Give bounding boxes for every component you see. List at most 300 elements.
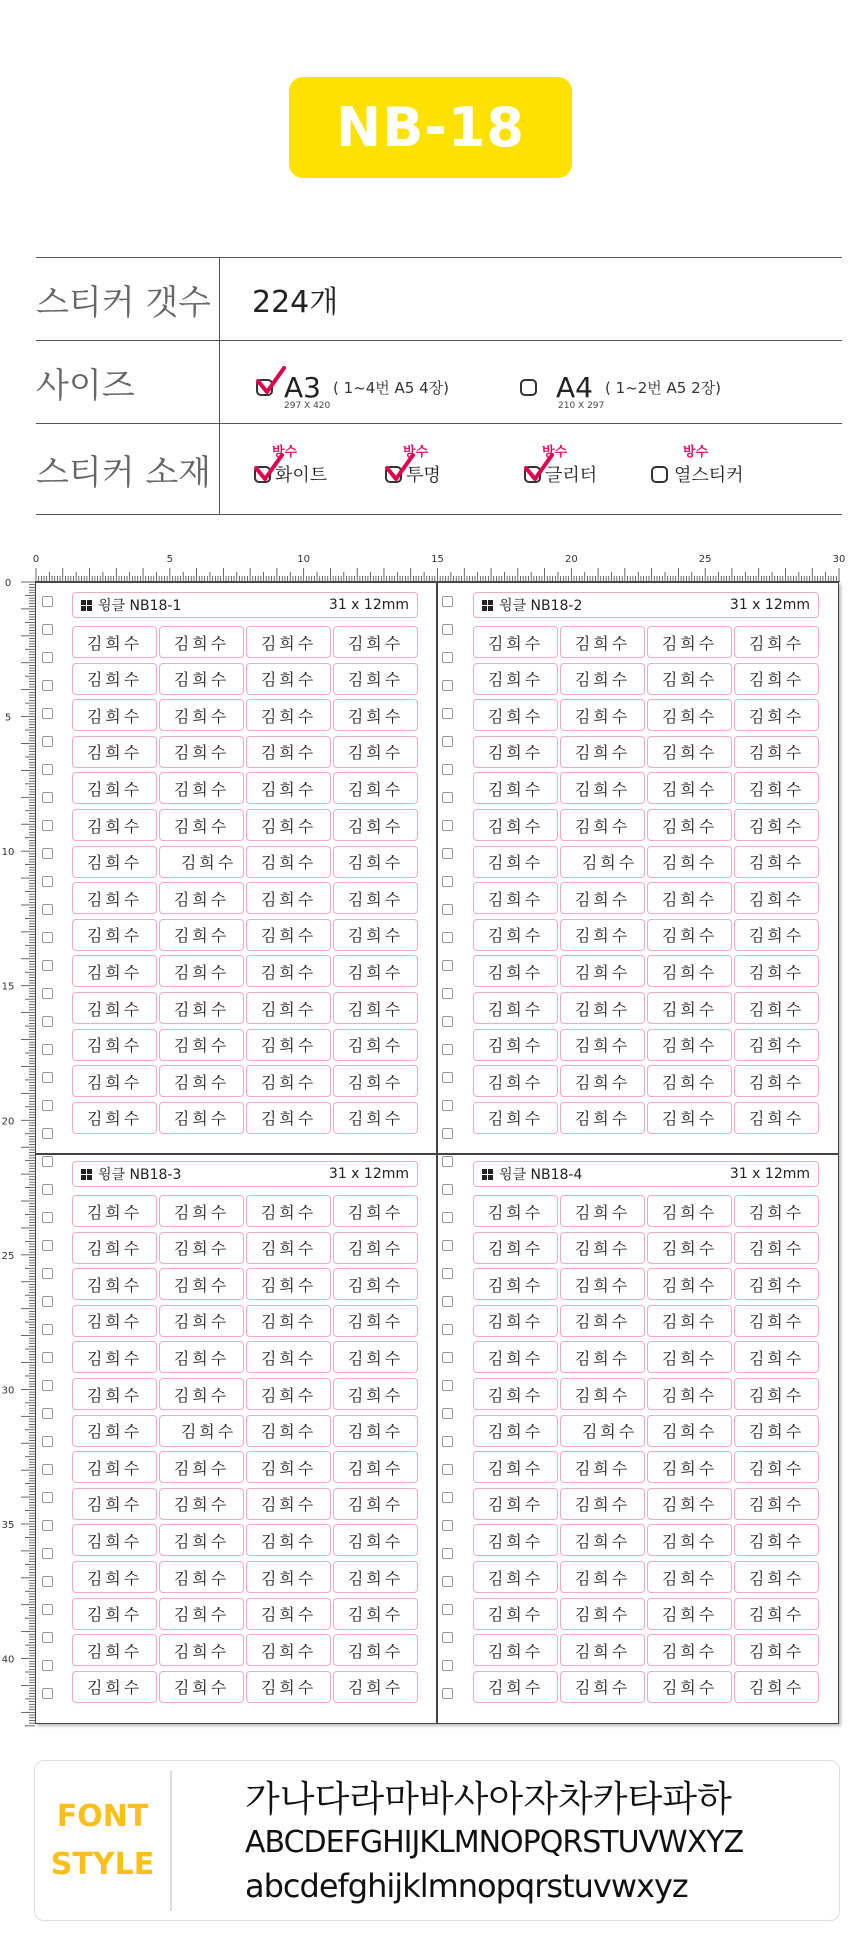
name-label-sticker: 김희수	[72, 1232, 157, 1264]
name-label-sticker: 김희수	[734, 1671, 819, 1703]
name-label-sticker: 김희수	[560, 809, 645, 841]
name-label-sticker: 김희수	[734, 1268, 819, 1300]
name-label-sticker: 김희수	[159, 809, 244, 841]
name-label-sticker: 김희수	[647, 1488, 732, 1520]
name-label-sticker: 김희수	[72, 846, 157, 878]
perforation-mark	[42, 680, 53, 691]
name-label-sticker: 김희수	[246, 1268, 331, 1300]
perforation-mark	[42, 932, 53, 943]
perforation-mark	[42, 1184, 53, 1195]
perforation-mark	[442, 736, 453, 747]
perforation-mark	[42, 1268, 53, 1279]
name-label-sticker: 김희수	[473, 1065, 558, 1097]
name-label-sticker: 김희수	[734, 626, 819, 658]
waterproof-tag: 방수	[272, 445, 298, 460]
perforation-mark	[442, 764, 453, 775]
name-label-sticker: 김희수	[72, 1671, 157, 1703]
name-label-sticker: 김희수	[333, 1341, 418, 1373]
name-label-sticker: 김희수	[473, 955, 558, 987]
name-label-sticker: 김희수	[246, 1065, 331, 1097]
name-label-sticker: 김희수	[159, 992, 244, 1024]
perforation-mark	[42, 820, 53, 831]
name-label-sticker: 김희수	[647, 1102, 732, 1134]
size-option-a4[interactable]	[520, 371, 721, 411]
perforation-mark	[42, 736, 53, 747]
name-label-sticker: 김희수	[560, 1341, 645, 1373]
name-label-sticker: 김희수	[159, 1524, 244, 1556]
name-label-sticker: 김희수	[159, 1195, 244, 1227]
sticker-block-size: 31 x 12mm	[729, 597, 810, 613]
name-label-sticker: 김희수	[72, 1065, 157, 1097]
name-label-sticker: 김희수	[647, 1341, 732, 1373]
perforation-mark	[42, 1016, 53, 1027]
name-label-sticker: 김희수	[333, 1065, 418, 1097]
ruler-left-label: 15	[1, 981, 15, 993]
name-label-sticker: 김희수	[560, 699, 645, 731]
name-label-sticker: 김희수	[159, 772, 244, 804]
name-label-sticker: 김희수	[246, 1341, 331, 1373]
name-label-sticker: 김희수	[246, 1378, 331, 1410]
name-label-sticker: 김희수	[473, 1415, 558, 1447]
sticker-block-header	[72, 1161, 418, 1187]
name-label-sticker: 김희수	[734, 992, 819, 1024]
perforation-mark	[42, 1324, 53, 1335]
spec-table	[36, 257, 842, 515]
perforation-mark	[42, 1576, 53, 1587]
material-option-glitter[interactable]	[524, 445, 598, 487]
name-label-sticker: 김희수	[734, 1305, 819, 1337]
name-label-sticker: 김희수	[560, 1232, 645, 1264]
name-label-sticker: 김희수	[647, 809, 732, 841]
name-label-sticker: 김희수	[647, 955, 732, 987]
name-label-sticker: 김희수	[560, 846, 645, 878]
sticker-block-header	[72, 592, 418, 618]
name-label-sticker: 김희수	[72, 1524, 157, 1556]
name-label-sticker: 김희수	[72, 1268, 157, 1300]
grid-icon	[81, 600, 92, 611]
name-label-sticker: 김희수	[560, 1634, 645, 1666]
name-label-sticker: 김희수	[72, 1305, 157, 1337]
font-style-label	[35, 1761, 170, 1920]
name-label-sticker: 김희수	[159, 1378, 244, 1410]
name-label-sticker: 김희수	[560, 1598, 645, 1630]
font-sample-lower: abcdefghijklmnopqrstuvwxyz	[245, 1867, 688, 1905]
perforation-mark	[442, 1548, 453, 1559]
name-label-sticker: 김희수	[734, 919, 819, 951]
name-label-sticker: 김희수	[560, 955, 645, 987]
font-label-line1: FONT	[56, 1798, 149, 1834]
name-label-sticker: 김희수	[333, 1029, 418, 1061]
name-label-sticker: 김희수	[246, 846, 331, 878]
perforation-mark	[442, 1324, 453, 1335]
name-label-sticker: 김희수	[159, 1671, 244, 1703]
ruler-top-label: 15	[431, 554, 444, 565]
perforation-mark	[442, 1156, 453, 1167]
name-label-sticker: 김희수	[159, 1305, 244, 1337]
perforation-mark	[42, 1492, 53, 1503]
perforation-mark	[442, 708, 453, 719]
name-label-sticker: 김희수	[159, 846, 244, 878]
name-label-sticker: 김희수	[647, 1029, 732, 1061]
name-label-sticker: 김희수	[246, 1195, 331, 1227]
name-label-sticker: 김희수	[560, 1671, 645, 1703]
name-label-sticker: 김희수	[647, 1524, 732, 1556]
name-label-sticker: 김희수	[647, 1561, 732, 1593]
ruler-top-label: 10	[297, 554, 311, 565]
name-label-sticker: 김희수	[560, 772, 645, 804]
perforation-mark	[442, 1464, 453, 1475]
name-label-sticker: 김희수	[72, 772, 157, 804]
name-label-sticker: 김희수	[473, 663, 558, 695]
sticker-block-header	[473, 592, 819, 618]
size-a3-dim: 297 X 420	[284, 401, 331, 411]
name-label-sticker: 김희수	[647, 626, 732, 658]
name-label-sticker: 김희수	[647, 1195, 732, 1227]
name-label-sticker: 김희수	[333, 626, 418, 658]
spec-row-material	[36, 424, 842, 515]
name-label-sticker: 김희수	[560, 1451, 645, 1483]
perforation-mark	[42, 1380, 53, 1391]
name-label-sticker: 김희수	[333, 1102, 418, 1134]
perforation-mark	[42, 1688, 53, 1699]
font-style-separator	[170, 1771, 172, 1911]
name-label-sticker: 김희수	[159, 1268, 244, 1300]
perforation-mark	[42, 1212, 53, 1223]
name-label-sticker: 김희수	[473, 1488, 558, 1520]
name-label-sticker: 김희수	[246, 736, 331, 768]
name-label-sticker: 김희수	[333, 1415, 418, 1447]
name-label-sticker: 김희수	[560, 663, 645, 695]
perforation-mark	[42, 764, 53, 775]
ruler-left-label: 30	[1, 1385, 15, 1397]
ruler-top-label: 20	[564, 554, 578, 565]
name-label-sticker: 김희수	[473, 1195, 558, 1227]
perforation-mark	[442, 652, 453, 663]
sticker-block-name: 윙클 NB18-3	[98, 1167, 182, 1183]
perforation-mark	[42, 1436, 53, 1447]
perforation-mark	[42, 1128, 53, 1139]
perforation-mark	[42, 1632, 53, 1643]
name-label-sticker: 김희수	[647, 1232, 732, 1264]
ruler-left-label: 0	[4, 578, 12, 589]
name-label-sticker: 김희수	[473, 882, 558, 914]
perforation-mark	[442, 680, 453, 691]
name-label-sticker: 김희수	[647, 772, 732, 804]
name-label-sticker: 김희수	[734, 846, 819, 878]
name-label-sticker: 김희수	[473, 1029, 558, 1061]
name-label-sticker: 김희수	[246, 1029, 331, 1061]
name-label-sticker: 김희수	[72, 736, 157, 768]
name-label-sticker: 김희수	[159, 955, 244, 987]
spec-row-count	[36, 257, 842, 341]
perforation-mark	[42, 1660, 53, 1671]
name-label-sticker: 김희수	[159, 1065, 244, 1097]
name-label-sticker: 김희수	[473, 772, 558, 804]
name-label-sticker: 김희수	[72, 1029, 157, 1061]
name-label-sticker: 김희수	[560, 1195, 645, 1227]
name-label-sticker: 김희수	[333, 699, 418, 731]
name-label-sticker: 김희수	[333, 809, 418, 841]
name-label-sticker: 김희수	[333, 955, 418, 987]
perforation-mark	[442, 1632, 453, 1643]
perforation-mark	[442, 1100, 453, 1111]
name-label-sticker: 김희수	[647, 1634, 732, 1666]
name-label-sticker: 김희수	[72, 1102, 157, 1134]
name-label-sticker: 김희수	[159, 1415, 244, 1447]
name-label-sticker: 김희수	[72, 992, 157, 1024]
perforation-mark	[42, 596, 53, 607]
name-label-sticker: 김희수	[647, 1451, 732, 1483]
name-label-sticker: 김희수	[734, 772, 819, 804]
name-label-sticker: 김희수	[333, 1634, 418, 1666]
perforation-mark	[442, 1520, 453, 1531]
name-label-sticker: 김희수	[734, 1561, 819, 1593]
name-label-sticker: 김희수	[734, 1102, 819, 1134]
perforation-mark	[442, 820, 453, 831]
perforation-mark	[442, 1044, 453, 1055]
name-label-sticker: 김희수	[560, 1102, 645, 1134]
perforation-mark	[42, 1604, 53, 1615]
perforation-mark	[442, 1380, 453, 1391]
name-label-sticker: 김희수	[473, 1341, 558, 1373]
name-label-sticker: 김희수	[246, 1488, 331, 1520]
ruler-top-label: 0	[32, 554, 40, 565]
name-label-sticker: 김희수	[72, 1341, 157, 1373]
perforation-mark	[442, 1408, 453, 1419]
size-a3-checkbox[interactable]	[256, 379, 273, 396]
name-label-sticker: 김희수	[734, 1524, 819, 1556]
name-label-sticker: 김희수	[333, 1561, 418, 1593]
name-label-sticker: 김희수	[734, 663, 819, 695]
name-label-sticker: 김희수	[333, 1195, 418, 1227]
perforation-mark	[442, 1660, 453, 1671]
name-label-sticker: 김희수	[333, 1671, 418, 1703]
name-label-sticker: 김희수	[734, 736, 819, 768]
name-label-sticker: 김희수	[333, 919, 418, 951]
grid-icon	[482, 600, 493, 611]
count-value: 224개	[252, 285, 339, 320]
name-label-sticker: 김희수	[159, 1598, 244, 1630]
perforation-mark	[42, 1044, 53, 1055]
name-label-sticker: 김희수	[734, 1634, 819, 1666]
font-style-box	[34, 1760, 840, 1921]
name-label-sticker: 김희수	[647, 1305, 732, 1337]
count-label: 스티커 갯수	[36, 258, 220, 340]
product-code-badge: NB-18	[289, 77, 572, 178]
perforation-mark	[42, 1296, 53, 1307]
perforation-mark	[442, 596, 453, 607]
name-label-sticker: 김희수	[246, 919, 331, 951]
sticker-block-size: 31 x 12mm	[729, 1166, 810, 1182]
name-label-sticker: 김희수	[72, 1488, 157, 1520]
perforation-mark	[42, 1156, 53, 1167]
name-label-sticker: 김희수	[72, 1451, 157, 1483]
perforation-mark	[442, 1268, 453, 1279]
name-label-sticker: 김희수	[159, 663, 244, 695]
perforation-mark	[42, 1520, 53, 1531]
name-label-sticker: 김희수	[72, 882, 157, 914]
name-label-sticker: 김희수	[72, 699, 157, 731]
name-label-sticker: 김희수	[159, 736, 244, 768]
name-label-sticker: 김희수	[246, 1451, 331, 1483]
name-label-sticker: 김희수	[333, 1305, 418, 1337]
perforation-mark	[442, 1604, 453, 1615]
font-sample-upper: ABCDEFGHIJKLMNOPQRSTUVWXYZ	[245, 1825, 744, 1860]
ruler-top-label: 25	[698, 554, 712, 565]
name-label-sticker: 김희수	[333, 1232, 418, 1264]
name-label-sticker: 김희수	[560, 1561, 645, 1593]
size-a4-dim: 210 X 297	[558, 401, 605, 411]
name-label-sticker: 김희수	[647, 1378, 732, 1410]
name-label-sticker: 김희수	[473, 809, 558, 841]
ruler-left	[0, 578, 35, 1727]
perforation-mark	[442, 876, 453, 887]
name-label-sticker: 김희수	[473, 1305, 558, 1337]
perforation-mark	[42, 848, 53, 859]
sticker-block-name: 윙클 NB18-1	[98, 598, 182, 614]
name-label-sticker: 김희수	[647, 1268, 732, 1300]
name-label-sticker: 김희수	[560, 626, 645, 658]
material-option-heat[interactable]	[651, 445, 744, 487]
name-label-sticker: 김희수	[246, 1102, 331, 1134]
name-label-sticker: 김희수	[560, 1488, 645, 1520]
name-label-sticker: 김희수	[159, 1488, 244, 1520]
name-label-sticker: 김희수	[246, 1561, 331, 1593]
perforation-mark	[42, 652, 53, 663]
name-label-sticker: 김희수	[246, 1524, 331, 1556]
waterproof-tag: 방수	[403, 445, 429, 460]
name-label-sticker: 김희수	[647, 1415, 732, 1447]
perforation-mark	[442, 1688, 453, 1699]
perforation-mark	[42, 792, 53, 803]
name-label-sticker: 김희수	[72, 955, 157, 987]
perforation-mark	[442, 1016, 453, 1027]
name-label-sticker: 김희수	[333, 1598, 418, 1630]
perforation-mark	[42, 708, 53, 719]
material-glitter-name: 글리터	[545, 465, 598, 486]
perforation-mark	[442, 1492, 453, 1503]
material-option-clear[interactable]	[385, 445, 441, 487]
name-label-sticker: 김희수	[473, 992, 558, 1024]
name-label-sticker: 김희수	[473, 1598, 558, 1630]
name-label-sticker: 김희수	[734, 809, 819, 841]
name-label-sticker: 김희수	[647, 919, 732, 951]
perforation-mark	[442, 1436, 453, 1447]
name-label-sticker: 김희수	[333, 992, 418, 1024]
name-label-sticker: 김희수	[647, 699, 732, 731]
perforation-mark	[442, 960, 453, 971]
name-label-sticker: 김희수	[560, 1268, 645, 1300]
perforation-mark	[42, 904, 53, 915]
sticker-block-header	[473, 1161, 819, 1187]
waterproof-tag: 방수	[542, 445, 568, 460]
name-label-sticker: 김희수	[734, 882, 819, 914]
name-label-sticker: 김희수	[734, 699, 819, 731]
name-label-sticker: 김희수	[159, 1634, 244, 1666]
name-label-sticker: 김희수	[647, 663, 732, 695]
ruler-top	[32, 548, 846, 582]
name-label-sticker: 김희수	[72, 626, 157, 658]
name-label-sticker: 김희수	[72, 919, 157, 951]
name-label-sticker: 김희수	[560, 1415, 645, 1447]
name-label-sticker: 김희수	[246, 1232, 331, 1264]
sticker-block-size: 31 x 12mm	[328, 597, 409, 613]
perforation-mark	[42, 988, 53, 999]
name-label-sticker: 김희수	[333, 846, 418, 878]
name-label-sticker: 김희수	[560, 919, 645, 951]
name-label-sticker: 김희수	[473, 736, 558, 768]
material-label: 스티커 소재	[36, 424, 220, 514]
name-label-sticker: 김희수	[246, 1305, 331, 1337]
name-label-sticker: 김희수	[72, 663, 157, 695]
sheet-divider-horizontal	[35, 1153, 839, 1155]
name-label-sticker: 김희수	[72, 1561, 157, 1593]
name-label-sticker: 김희수	[246, 663, 331, 695]
ruler-left-label: 35	[1, 1519, 15, 1531]
spec-row-size	[36, 341, 842, 424]
size-option-a3[interactable]	[256, 371, 449, 411]
name-label-sticker: 김희수	[159, 1341, 244, 1373]
name-label-sticker: 김희수	[159, 1451, 244, 1483]
name-label-sticker: 김희수	[560, 736, 645, 768]
size-a4-checkbox[interactable]	[520, 379, 537, 396]
perforation-mark	[442, 1296, 453, 1307]
name-label-sticker: 김희수	[734, 1029, 819, 1061]
name-label-sticker: 김희수	[560, 1065, 645, 1097]
name-label-sticker: 김희수	[560, 992, 645, 1024]
perforation-mark	[442, 848, 453, 859]
ruler-left-label: 10	[1, 847, 15, 859]
material-white-checkbox[interactable]	[254, 466, 271, 483]
perforation-mark	[42, 1240, 53, 1251]
name-label-sticker: 김희수	[734, 1232, 819, 1264]
name-label-sticker: 김희수	[159, 1029, 244, 1061]
material-heat-checkbox[interactable]	[651, 466, 668, 483]
name-label-sticker: 김희수	[734, 1415, 819, 1447]
name-label-sticker: 김희수	[473, 919, 558, 951]
perforation-mark	[42, 624, 53, 635]
name-label-sticker: 김희수	[333, 663, 418, 695]
perforation-mark	[442, 1184, 453, 1195]
name-label-sticker: 김희수	[159, 1102, 244, 1134]
material-clear-name: 투명	[406, 465, 441, 486]
perforation-mark	[442, 904, 453, 915]
name-label-sticker: 김희수	[159, 626, 244, 658]
name-label-sticker: 김희수	[159, 699, 244, 731]
ruler-left-label: 5	[4, 712, 12, 724]
material-glitter-checkbox[interactable]	[524, 466, 541, 483]
name-label-sticker: 김희수	[734, 1341, 819, 1373]
name-label-sticker: 김희수	[72, 809, 157, 841]
name-label-sticker: 김희수	[560, 1378, 645, 1410]
name-label-sticker: 김희수	[333, 1451, 418, 1483]
name-label-sticker: 김희수	[473, 699, 558, 731]
perforation-mark	[442, 1576, 453, 1587]
name-label-sticker: 김희수	[159, 919, 244, 951]
material-clear-checkbox[interactable]	[385, 466, 402, 483]
perforation-mark	[42, 1464, 53, 1475]
name-label-sticker: 김희수	[333, 736, 418, 768]
name-label-sticker: 김희수	[647, 1598, 732, 1630]
size-label: 사이즈	[36, 341, 220, 423]
material-option-white[interactable]	[254, 445, 328, 487]
name-label-sticker: 김희수	[72, 1378, 157, 1410]
perforation-mark	[442, 1128, 453, 1139]
perforation-mark	[42, 1408, 53, 1419]
ruler-top-label: 5	[166, 554, 174, 565]
name-label-sticker: 김희수	[647, 846, 732, 878]
name-label-sticker: 김희수	[473, 1232, 558, 1264]
